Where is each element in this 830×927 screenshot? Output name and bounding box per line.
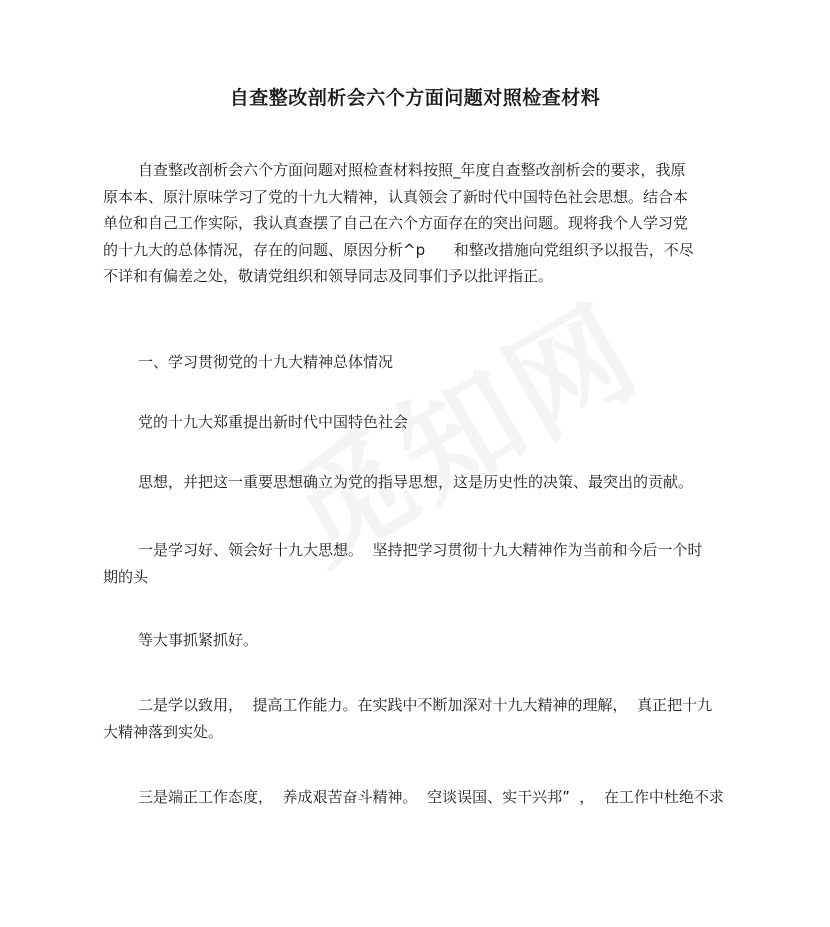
para4-line-1: 一是学习好、领会好十九大思想。 坚持把学习贯彻十九大精神作为当前和今后一个时 <box>138 541 703 559</box>
paragraph-2: 党的十九大郑重提出新时代中国特色社会 <box>138 413 409 431</box>
para4-line-2: 期的头 <box>103 567 149 586</box>
paragraph-6 <box>103 692 743 745</box>
intro-line-1: 自查整改剖析会六个方面问题对照检查材料按照_年度自查整改剖析会的要求，我原 <box>138 161 686 179</box>
para6-line-2: 大精神落到实处。 <box>103 722 224 741</box>
intro-line-5: 不详和有偏差之处，敬请党组织和领导同志及同事们予以批评指正。 <box>103 267 554 285</box>
paragraph-5: 等大事抓紧抓好。 <box>138 631 259 649</box>
section-heading-1: 一、学习贯彻党的十九大精神总体情况 <box>138 353 394 371</box>
document-title: 自查整改剖析会六个方面问题对照检查材料 <box>229 87 601 109</box>
paragraph-3: 思想，并把这一重要思想确立为党的指导思想，这是历史性的决策、最突出的贡献。 <box>138 473 694 491</box>
intro-line-2: 原本本、原汁原味学习了党的十九大精神，认真领会了新时代中国特色社会思想。结合本 <box>103 187 689 206</box>
paragraph-intro <box>103 157 743 290</box>
paragraph-7: 三是端正工作态度， 养成艰苦奋斗精神。 空谈误国、实干兴邦” ， 在工作中杜绝不求 <box>138 788 724 806</box>
para6-line-1: 二是学以致用， 提高工作能力。在实践中不断加深对十九大精神的理解， 真正把十九 <box>138 696 713 714</box>
paragraph-4 <box>103 537 743 590</box>
intro-line-3: 单位和自己工作实际，我认真查摆了自己在六个方面存在的突出问题。现将我个人学习党 <box>103 214 689 232</box>
intro-line-4: 的十九大的总体情况，存在的问题、原因分析^p 和整改措施向党组织予以报告，不尽 <box>103 240 694 259</box>
